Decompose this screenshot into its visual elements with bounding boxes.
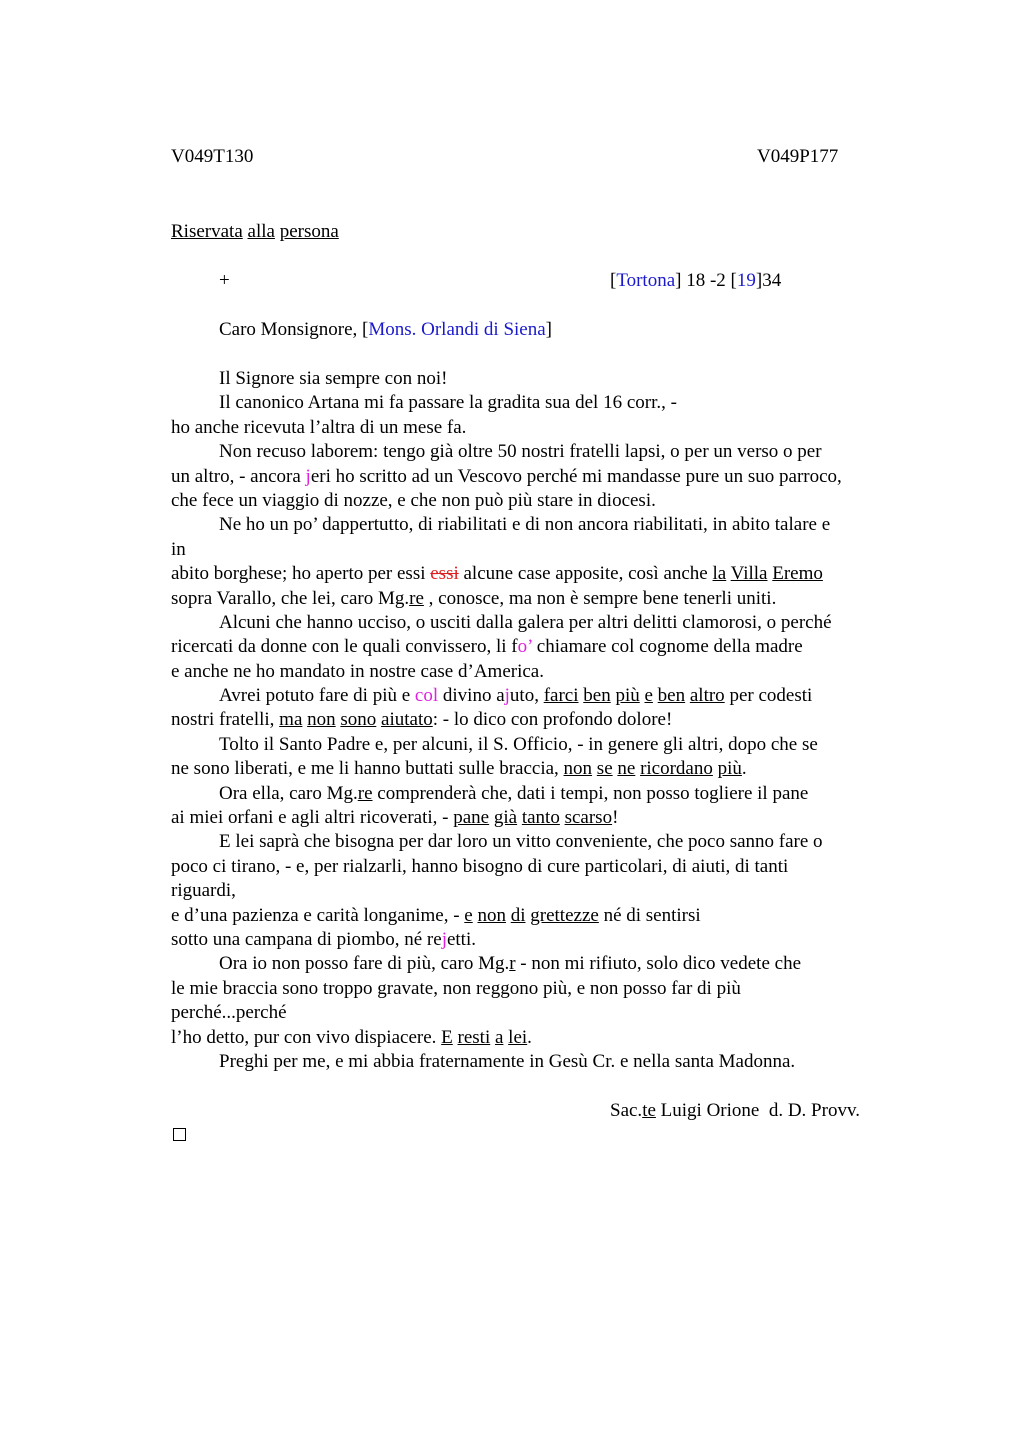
text-line: un altro, - ancora jeri ho scritto ad un Vescovo perché mi mandasse pure un suo parroco,: [171, 465, 842, 487]
text-line: E lei saprà che bisogna per dar loro un vitto conveniente, che poco sanno fare o: [219, 831, 823, 853]
text-line: Ora ella, caro Mg.re comprenderà che, dati i tempi, non posso togliere il pane: [219, 782, 809, 804]
bracket: ]: [545, 319, 552, 340]
text-line: Non recuso laborem: tengo già oltre 50 nostri fratelli lapsi, o per un verso o per: [219, 441, 822, 463]
text-line: l’ho detto, pur con vivo dispiacere. E resti a lei.: [171, 1026, 532, 1048]
correction: j: [441, 928, 447, 950]
place-date: [610, 270, 781, 292]
word: Riservata: [171, 221, 243, 242]
text-line: Preghi per me, e mi abbia fraternamente in Gesù Cr. e nella santa Madonna.: [219, 1050, 796, 1072]
correction: col: [414, 685, 439, 707]
date-text: ]34: [755, 270, 782, 291]
page-code-right: V049P177: [757, 146, 839, 167]
text-line: Il canonico Artana mi fa passare la gradita sua del 16 corr., -: [219, 392, 677, 414]
date-text: ] 18 -2 [: [675, 270, 737, 291]
year-fill: 19: [736, 270, 756, 291]
text-line: Ora io non posso fare di più, caro Mg.r - non mi rifiuto, solo dico vedete che: [219, 953, 802, 975]
text-line: le mie braccia sono troppo gravate, non reggono più, e non posso far di più: [171, 977, 741, 999]
letter-body: [171, 367, 911, 1074]
text-line: e anche ne ho mandato in nostre case d’America.: [171, 660, 544, 682]
text-line: poco ci tirano, - e, per rialzarli, hanno bisogno di cure particolari, di aiuti, di tanti: [171, 855, 789, 877]
signature: Sac.te Luigi Orione d. D. Provv.: [610, 1100, 860, 1121]
text-line: nostri fratelli, ma non sono aiutato: - lo dico con profondo dolore!: [171, 709, 673, 731]
text-line: Il Signore sia sempre con noi!: [219, 368, 448, 389]
bracket: [: [610, 270, 617, 291]
text-line: riguardi,: [171, 880, 236, 902]
text-line: ricercati da donne con le quali convissero, li fo’ chiamare col cognome della madre: [171, 636, 803, 658]
recipient-name: Mons. Orlandi di Siena: [368, 319, 546, 340]
correction: j: [504, 685, 510, 707]
text-line: Avrei potuto fare di più e col divino ajuto, farci ben più e ben altro per codesti: [219, 685, 813, 707]
text-line: sopra Varallo, che lei, caro Mg.re , conosce, ma non è sempre bene tenerli uniti.: [171, 587, 777, 609]
cross-mark: +: [219, 270, 230, 291]
deleted-word: essi: [430, 563, 459, 585]
end-of-document-box-icon: [173, 1128, 186, 1141]
text-line: ne sono liberati, e me li hanno buttati sulle braccia, non se ne ricordano più.: [171, 758, 747, 780]
confidential-note: [171, 221, 339, 243]
word: alla: [247, 221, 275, 242]
place-name: Tortona: [616, 270, 676, 291]
text-line: che fece un viaggio di nozze, e che non può più stare in diocesi.: [171, 489, 656, 511]
text-line: Tolto il Santo Padre e, per alcuni, il S. Officio, - in genere gli altri, dopo che se: [219, 733, 818, 755]
text-line: ai miei orfani e agli altri ricoverati, - pane già tanto scarso!: [171, 807, 619, 829]
text-line: Alcuni che hanno ucciso, o usciti dalla galera per altri delitti clamorosi, o perché: [219, 611, 832, 633]
word: persona: [279, 221, 339, 242]
text-line: abito borghese; ho aperto per essi essi alcune case apposite, così anche la Villa Eremo: [171, 563, 823, 585]
correction: j: [305, 465, 311, 487]
text-line: Ne ho un po’ dappertutto, di riabilitati e di non ancora riabilitati, in abito talare e: [219, 514, 831, 536]
text-line: ho anche ricevuta l’altra di un mese fa.: [171, 416, 467, 438]
text-line: e d’una pazienza e carità longanime, - e non di grettezze né di sentirsi: [171, 904, 701, 926]
text-line: in: [171, 538, 186, 560]
correction: o’: [517, 636, 533, 658]
text-line: perché...perché: [171, 1002, 287, 1024]
text-line: sotto una campana di piombo, né rejetti.: [171, 928, 476, 950]
salutation-text: Caro Monsignore, [: [219, 319, 369, 340]
document-code-left: V049T130: [171, 146, 254, 167]
salutation: [219, 319, 552, 341]
